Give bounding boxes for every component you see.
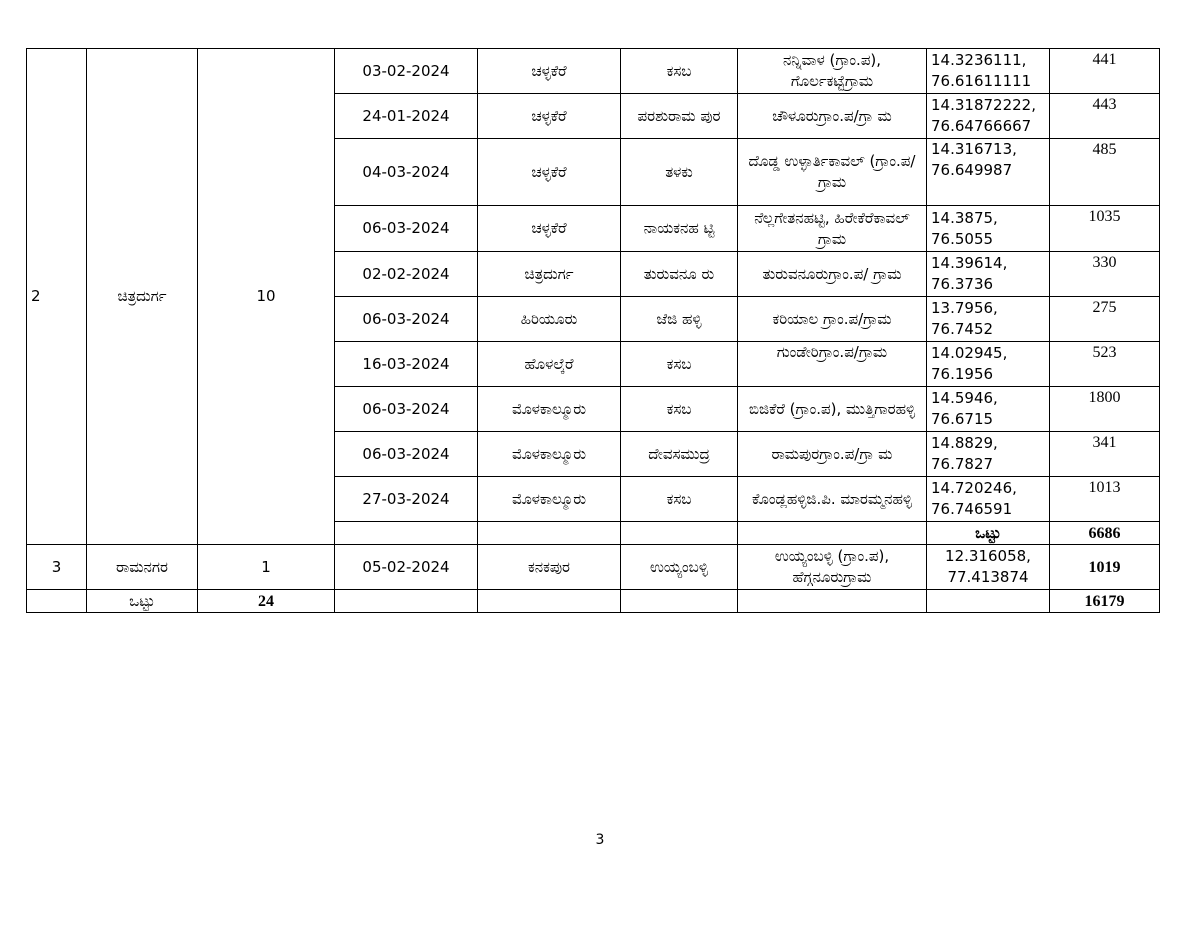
date-cell: 04-03-2024 bbox=[335, 139, 478, 206]
coords-cell: 14.8829, 76.7827 bbox=[927, 432, 1050, 477]
value-cell: 341 bbox=[1050, 432, 1160, 477]
village-cell: ಕೊಂಡ್ಲಹಳ್ಳಿಜಿ.ಪಿ. ಮಾರಮ್ಮನಹಳ್ಳಿ bbox=[738, 477, 927, 522]
data-table bbox=[26, 48, 1160, 613]
date-cell: 24-01-2024 bbox=[335, 94, 478, 139]
taluk-cell: ಚಳ್ಳಕೆರೆ bbox=[478, 94, 621, 139]
taluk-cell: ಮೊಳಕಾಲ್ಮೂರು bbox=[478, 387, 621, 432]
empty-cell bbox=[738, 590, 927, 613]
empty-cell bbox=[621, 522, 738, 545]
coords-cell: 14.3236111, 76.61611111 bbox=[927, 49, 1050, 94]
village-cell: ನೆಲ್ಲಗೇತನಹಟ್ಟಿ, ಹಿರೇಕೆರೆಕಾವಲ್ ಗ್ರಾಮ bbox=[738, 206, 927, 252]
taluk-cell: ಹೊಳಲ್ಕೆರೆ bbox=[478, 342, 621, 387]
hobli-cell: ತಳಕು bbox=[621, 139, 738, 206]
hobli-cell: ನಾಯಕನಹ ಟ್ಟಿ bbox=[621, 206, 738, 252]
taluk-cell: ಹಿರಿಯೂರು bbox=[478, 297, 621, 342]
date-cell: 06-03-2024 bbox=[335, 387, 478, 432]
hobli-cell: ಪರಶುರಾಮ ಪುರ bbox=[621, 94, 738, 139]
date-cell: 05-02-2024 bbox=[335, 545, 478, 590]
date-cell: 03-02-2024 bbox=[335, 49, 478, 94]
page-number: 3 bbox=[595, 832, 605, 848]
taluk-cell: ಚಿತ್ರದುರ್ಗ bbox=[478, 252, 621, 297]
hobli-cell: ಜೆಜಿ ಹಳ್ಳಿ bbox=[621, 297, 738, 342]
count-cell: 10 bbox=[198, 49, 335, 545]
grand-total-value: 16179 bbox=[1050, 590, 1160, 613]
empty-cell bbox=[927, 590, 1050, 613]
coords-cell: 13.7956, 76.7452 bbox=[927, 297, 1050, 342]
hobli-cell: ಉಯ್ಯಂಬಳ್ಳಿ bbox=[621, 545, 738, 590]
value-cell: 1013 bbox=[1050, 477, 1160, 522]
hobli-cell: ಕಸಬ bbox=[621, 387, 738, 432]
date-cell: 06-03-2024 bbox=[335, 297, 478, 342]
village-cell: ಗುಂಡೇರಿಗ್ರಾಂ.ಪ/ಗ್ರಾಮ bbox=[738, 342, 927, 387]
taluk-cell: ಚಳ್ಳಕೆರೆ bbox=[478, 49, 621, 94]
coords-cell: 14.39614, 76.3736 bbox=[927, 252, 1050, 297]
village-cell: ರಾಮಪುರಗ್ರಾಂ.ಪ/ಗ್ರಾ ಮ bbox=[738, 432, 927, 477]
value-cell: 441 bbox=[1050, 49, 1160, 94]
date-cell: 27-03-2024 bbox=[335, 477, 478, 522]
value-cell: 1800 bbox=[1050, 387, 1160, 432]
value-cell: 330 bbox=[1050, 252, 1160, 297]
table-row bbox=[27, 49, 1160, 94]
value-cell: 485 bbox=[1050, 139, 1160, 206]
village-cell: ಉಯ್ಯಂಬಳ್ಳಿ (ಗ್ರಾಂ.ಪ), ಹೆಗ್ಗನೂರುಗ್ರಾಮ bbox=[738, 545, 927, 590]
date-cell: 16-03-2024 bbox=[335, 342, 478, 387]
hobli-cell: ದೇವಸಮುದ್ರ bbox=[621, 432, 738, 477]
grand-total-row bbox=[27, 590, 1160, 613]
empty-cell bbox=[27, 590, 87, 613]
village-cell: ಕರಿಯಾಲ ಗ್ರಾಂ.ಪ/ಗ್ರಾಮ bbox=[738, 297, 927, 342]
village-cell: ಬಿಜಿಕೆರೆ (ಗ್ರಾಂ.ಪ), ಮುತ್ತಿಗಾರಹಳ್ಳಿ bbox=[738, 387, 927, 432]
subtotal-value: 6686 bbox=[1050, 522, 1160, 545]
coords-cell: 14.316713, 76.649987 bbox=[927, 139, 1050, 206]
coords-cell: 12.316058, 77.413874 bbox=[927, 545, 1050, 590]
date-cell: 06-03-2024 bbox=[335, 206, 478, 252]
hobli-cell: ಕಸಬ bbox=[621, 342, 738, 387]
taluk-cell: ಚಳ್ಳಕೆರೆ bbox=[478, 139, 621, 206]
grand-total-count: 24 bbox=[198, 590, 335, 613]
value-cell: 1019 bbox=[1050, 545, 1160, 590]
date-cell: 06-03-2024 bbox=[335, 432, 478, 477]
village-cell: ನನ್ನಿವಾಳ (ಗ್ರಾಂ.ಪ), ಗೊರ್ಲಕಟ್ಟೆಗ್ರಾಮ bbox=[738, 49, 927, 94]
value-cell: 1035 bbox=[1050, 206, 1160, 252]
empty-cell bbox=[478, 522, 621, 545]
empty-cell bbox=[738, 522, 927, 545]
empty-cell bbox=[335, 590, 478, 613]
empty-cell bbox=[335, 522, 478, 545]
table-body bbox=[27, 49, 1160, 613]
empty-cell bbox=[621, 590, 738, 613]
hobli-cell: ಕಸಬ bbox=[621, 49, 738, 94]
coords-cell: 14.31872222, 76.64766667 bbox=[927, 94, 1050, 139]
empty-cell bbox=[478, 590, 621, 613]
value-cell: 275 bbox=[1050, 297, 1160, 342]
coords-cell: 14.5946, 76.6715 bbox=[927, 387, 1050, 432]
coords-cell: 14.3875, 76.5055 bbox=[927, 206, 1050, 252]
village-cell: ದೊಡ್ಡ ಉಳ್ಳಾರ್ತಿಕಾವಲ್ (ಗ್ರಾಂ.ಪ/ಗ್ರಾಮ bbox=[738, 139, 927, 206]
sl-no-cell: 3 bbox=[27, 545, 87, 590]
date-cell: 02-02-2024 bbox=[335, 252, 478, 297]
taluk-cell: ಕನಕಪುರ bbox=[478, 545, 621, 590]
table-row bbox=[27, 545, 1160, 590]
taluk-cell: ಮೊಳಕಾಲ್ಮೂರು bbox=[478, 477, 621, 522]
grand-total-label: ಒಟ್ಟು bbox=[87, 590, 198, 613]
village-cell: ಚೌಳೂರುಗ್ರಾಂ.ಪ/ಗ್ರಾ ಮ bbox=[738, 94, 927, 139]
hobli-cell: ತುರುವನೂ ರು bbox=[621, 252, 738, 297]
district-cell: ಚಿತ್ರದುರ್ಗ bbox=[87, 49, 198, 545]
value-cell: 443 bbox=[1050, 94, 1160, 139]
district-cell: ರಾಮನಗರ bbox=[87, 545, 198, 590]
taluk-cell: ಮೊಳಕಾಲ್ಮೂರು bbox=[478, 432, 621, 477]
sl-no-cell: 2 bbox=[27, 49, 87, 545]
hobli-cell: ಕಸಬ bbox=[621, 477, 738, 522]
coords-cell: 14.02945, 76.1956 bbox=[927, 342, 1050, 387]
village-cell: ತುರುವನೂರುಗ್ರಾಂ.ಪ/ ಗ್ರಾಮ bbox=[738, 252, 927, 297]
count-cell: 1 bbox=[198, 545, 335, 590]
value-cell: 523 bbox=[1050, 342, 1160, 387]
taluk-cell: ಚಳ್ಳಕೆರೆ bbox=[478, 206, 621, 252]
coords-cell: 14.720246, 76.746591 bbox=[927, 477, 1050, 522]
subtotal-label: ಒಟ್ಟು bbox=[927, 522, 1050, 545]
